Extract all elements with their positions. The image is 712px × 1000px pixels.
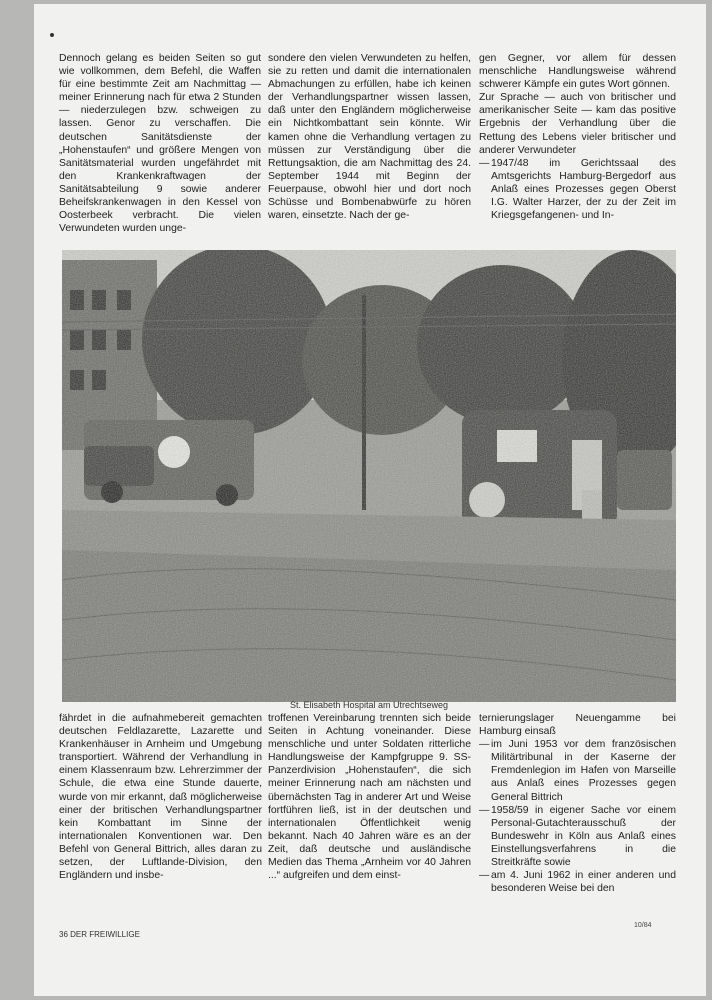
dash-list [479, 738, 676, 895]
magazine-page [34, 4, 706, 996]
issue-number: 10/84 [634, 922, 652, 929]
list-item: — 1958/59 in eigener Sache vor einem Personal-Gutachterausschuß der Bundeswehr in Köln aus Anlaß eines Einstellungsverfahrens in die Streitkräfte sowie [479, 804, 676, 869]
text-column-top-3 [479, 52, 676, 222]
list-item: — am 4. Juni 1962 in einer anderen und besonderen Weise bei den [479, 869, 676, 895]
paragraph: gen Gegner, vor allem für dessen menschliche Handlungsweise während schwerer Kämpfe ein gutes Wort gönnen. [479, 53, 676, 91]
text-column-top-1 [59, 52, 261, 235]
list-item: — 1947/48 im Gerichtssaal des Amtsgerichts Hamburg-Bergedorf aus Anlaß eines Prozesses gegen Oberst I.G. Walter Harzer, der zu der Zeit im Kriegsgefangenen- und In- [479, 157, 676, 222]
paragraph: fährdet in die aufnahmebereit gemachten deutschen Feldlazarette, Lazarette und Krankenhäuser in Arnheim und Umgebung transportiert. Während der Verhandlung in einem Klassenraum bzw. Lehrerzimmer der Schule, die etwa eine Stunde dauerte, wurde von mir erkannt, daß möglicherweise einer der britischen Verhandlungspartner kein Kombattant im Sinne der internationalen Konventionen war. Den Befehl von General Bittrich, alles daran zu setzen, der Luftlande-Division, den Engländern und insbe- [59, 713, 262, 882]
paragraph: Dennoch gelang es beiden Seiten so gut wie vollkommen, dem Befehl, die Waffen für eine bestimmte Zeit am Nachmittag — meiner Erinnerung nach für etwa 2 Stunden — niederzulegen bzw. schweigen zu lassen. Genor zu verschaffen. Die deutschen Sanitätsdienste der „Hohenstaufen“ und größere Mengen von Sanitätsmaterial wurden ungefährdet mit den Krankenkraftwagen der Sanitätsabteilung 9 sowie anderer Beheifskrankenwagen in den Kessel von Oosterbeek verbracht. Die vielen Verwundeten wurden unge- [59, 53, 261, 235]
text-column-bottom-3 [479, 712, 676, 895]
text-column-bottom-2 [268, 712, 471, 882]
paragraph: Zur Sprache — auch von britischer und amerikanischer Seite — kam das positive Ergebnis der Verhandlung über die Rettung des Lebens vieler britischer und anderer Verwundeter [479, 92, 676, 156]
paragraph: ternierungslager Neuengamme bei Hamburg einsaß [479, 713, 676, 738]
street-photo [62, 250, 676, 702]
photo-caption: St. Elisabeth Hospital am Utrechtseweg [289, 700, 449, 710]
print-speck [50, 33, 54, 37]
text-column-bottom-1 [59, 712, 262, 882]
page-footer-title: 36 DER FREIWILLIGE [59, 930, 140, 939]
paragraph: troffenen Vereinbarung trennten sich beide Seiten in Achtung voneinander. Diese menschliche und unter Soldaten ritterliche Handlungsweise der Kampfgruppe 9. SS-Panzerdivision „Hohenstaufen“, die sich meiner Erinnerung nach am nächsten und übernächsten Tag in anderer Art und Weise fortführen ließ, ist in der deutschen und internationalen Öffentlichkeit wenig bekannt. Nach 40 Jahren wäre es an der Zeit, daß deutsche und ausländische Medien das Thema „Arnheim vor 40 Jahren ...“ aufgreifen und dem einst- [268, 713, 471, 882]
list-item: — im Juni 1953 vor dem französischen Militärtribunal in der Kaserne der Fremdenlegion im Hafen von Marseille aus Anlaß eines Prozesses gegen General Bittrich [479, 738, 676, 803]
paragraph: sondere den vielen Verwundeten zu helfen, sie zu retten und damit die internationalen Abmachungen zu erfüllen, habe ich keinen der Verhandlungspartner wissen lassen, daß unter den Engländern möglicherweise ein Nichtkombattant sein könnte. Wir kamen ohne die Verhandlung vertagen zu müssen zur Verständigung über die Rettungsaktion, die am Nachmittag des 24. September 1944 mit Beginn der Feuerpause, obwohl hier und dort noch Schüsse und Bombenabwürfe zu hören waren, einsetzte. Nach der ge- [268, 53, 471, 222]
text-column-top-2 [268, 52, 471, 222]
dash-list [479, 157, 676, 222]
